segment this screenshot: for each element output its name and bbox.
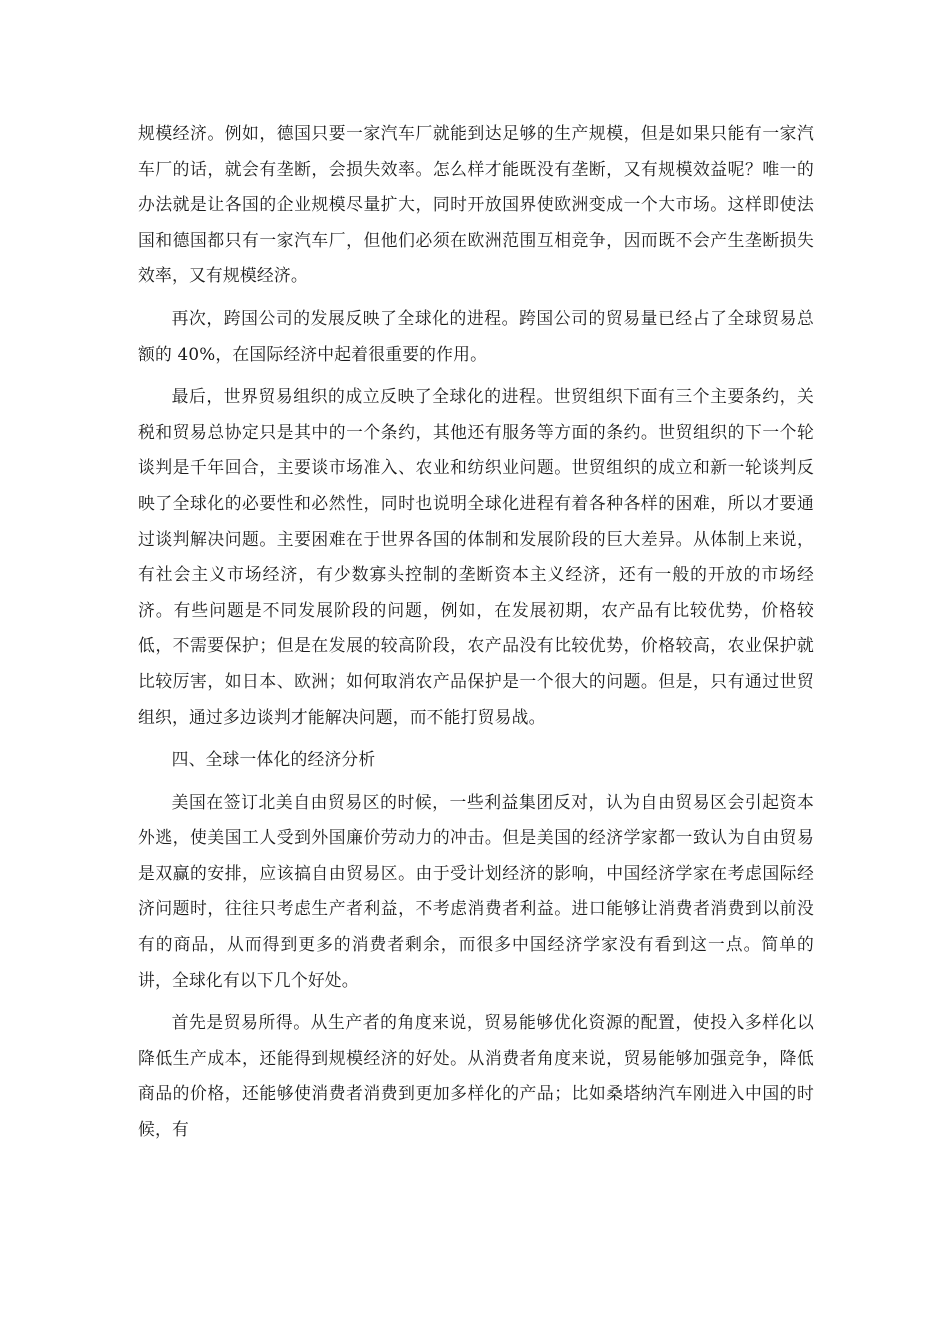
section-heading-economic-analysis: 四、全球一体化的经济分析 <box>171 749 376 770</box>
body-text <box>138 116 814 1155</box>
paragraph-wto: 最后，世界贸易组织的成立反映了全球化的进程。世贸组织下面有三个主要条约，关税和贸易总协定只是其中的一个条约，其他还有服务等方面的条约。世贸组织的下一个轮谈判是千年回合，主要谈市场准入、农业和纺织业问题。世贸组织的成立和新一轮谈判反映了全球化的必要性和必然性，同时也说明全球化进程有着各种各样的困难，所以才要通过谈判解决问题。主要困难在于世界各国的体制和发展阶段的巨大差异。从体制上来说，有社会主义市场经济，有少数寡头控制的垄断资本主义经济，还有一般的开放的市场经济。有些问题是不同发展阶段的问题，例如，在发展初期，农产品有比较优势，价格较低，不需要保护；但是在发展的较高阶段，农产品没有比较优势，价格较高，农业保护就比较厉害，如日本、欧洲；如何取消农产品保护是一个很大的问题。但是，只有通过世贸组织，通过多边谈判才能解决问题，而不能打贸易战。 <box>138 386 814 727</box>
paragraph-nafta: 美国在签订北美自由贸易区的时候，一些利益集团反对，认为自由贸易区会引起资本外逃，使美国工人受到外国廉价劳动力的冲击。但是美国的经济学家都一致认为自由贸易是双赢的安排，应该搞自由贸易区。由于受计划经济的影响，中国经济学家在考虑国际经济问题时，往往只考虑生产者利益，不考虑消费者利益。进口能够让消费者消费到以前没有的商品，从而得到更多的消费者剩余，而很多中国经济学家没有看到这一点。简单的讲，全球化有以下几个好处。 <box>138 791 814 990</box>
paragraph-trade-gains: 首先是贸易所得。从生产者的角度来说，贸易能够优化资源的配置，使投入多样化以降低生产成本，还能得到规模经济的好处。从消费者角度来说，贸易能够加强竞争，降低商品的价格，还能够使消费者消费到更加多样化的产品；比如桑塔纳汽车刚进入中国的时候，有 <box>138 1012 814 1140</box>
paragraph-scale-economy: 规模经济。例如，德国只要一家汽车厂就能到达足够的生产规模，但是如果只能有一家汽车厂的话，就会有垄断，会损失效率。怎么样才能既没有垄断，又有规模效益呢？唯一的办法就是让各国的企业规模尽量扩大，同时开放国界使欧洲变成一个大市场。这样即使法国和德国都只有一家汽车厂，但他们必须在欧洲范围互相竞争，因而既不会产生垄断损失效率，又有规模经济。 <box>138 123 814 286</box>
paragraph-multinationals: 再次，跨国公司的发展反映了全球化的进程。跨国公司的贸易量已经占了全球贸易总额的 40%，在国际经济中起着很重要的作用。 <box>138 307 814 364</box>
